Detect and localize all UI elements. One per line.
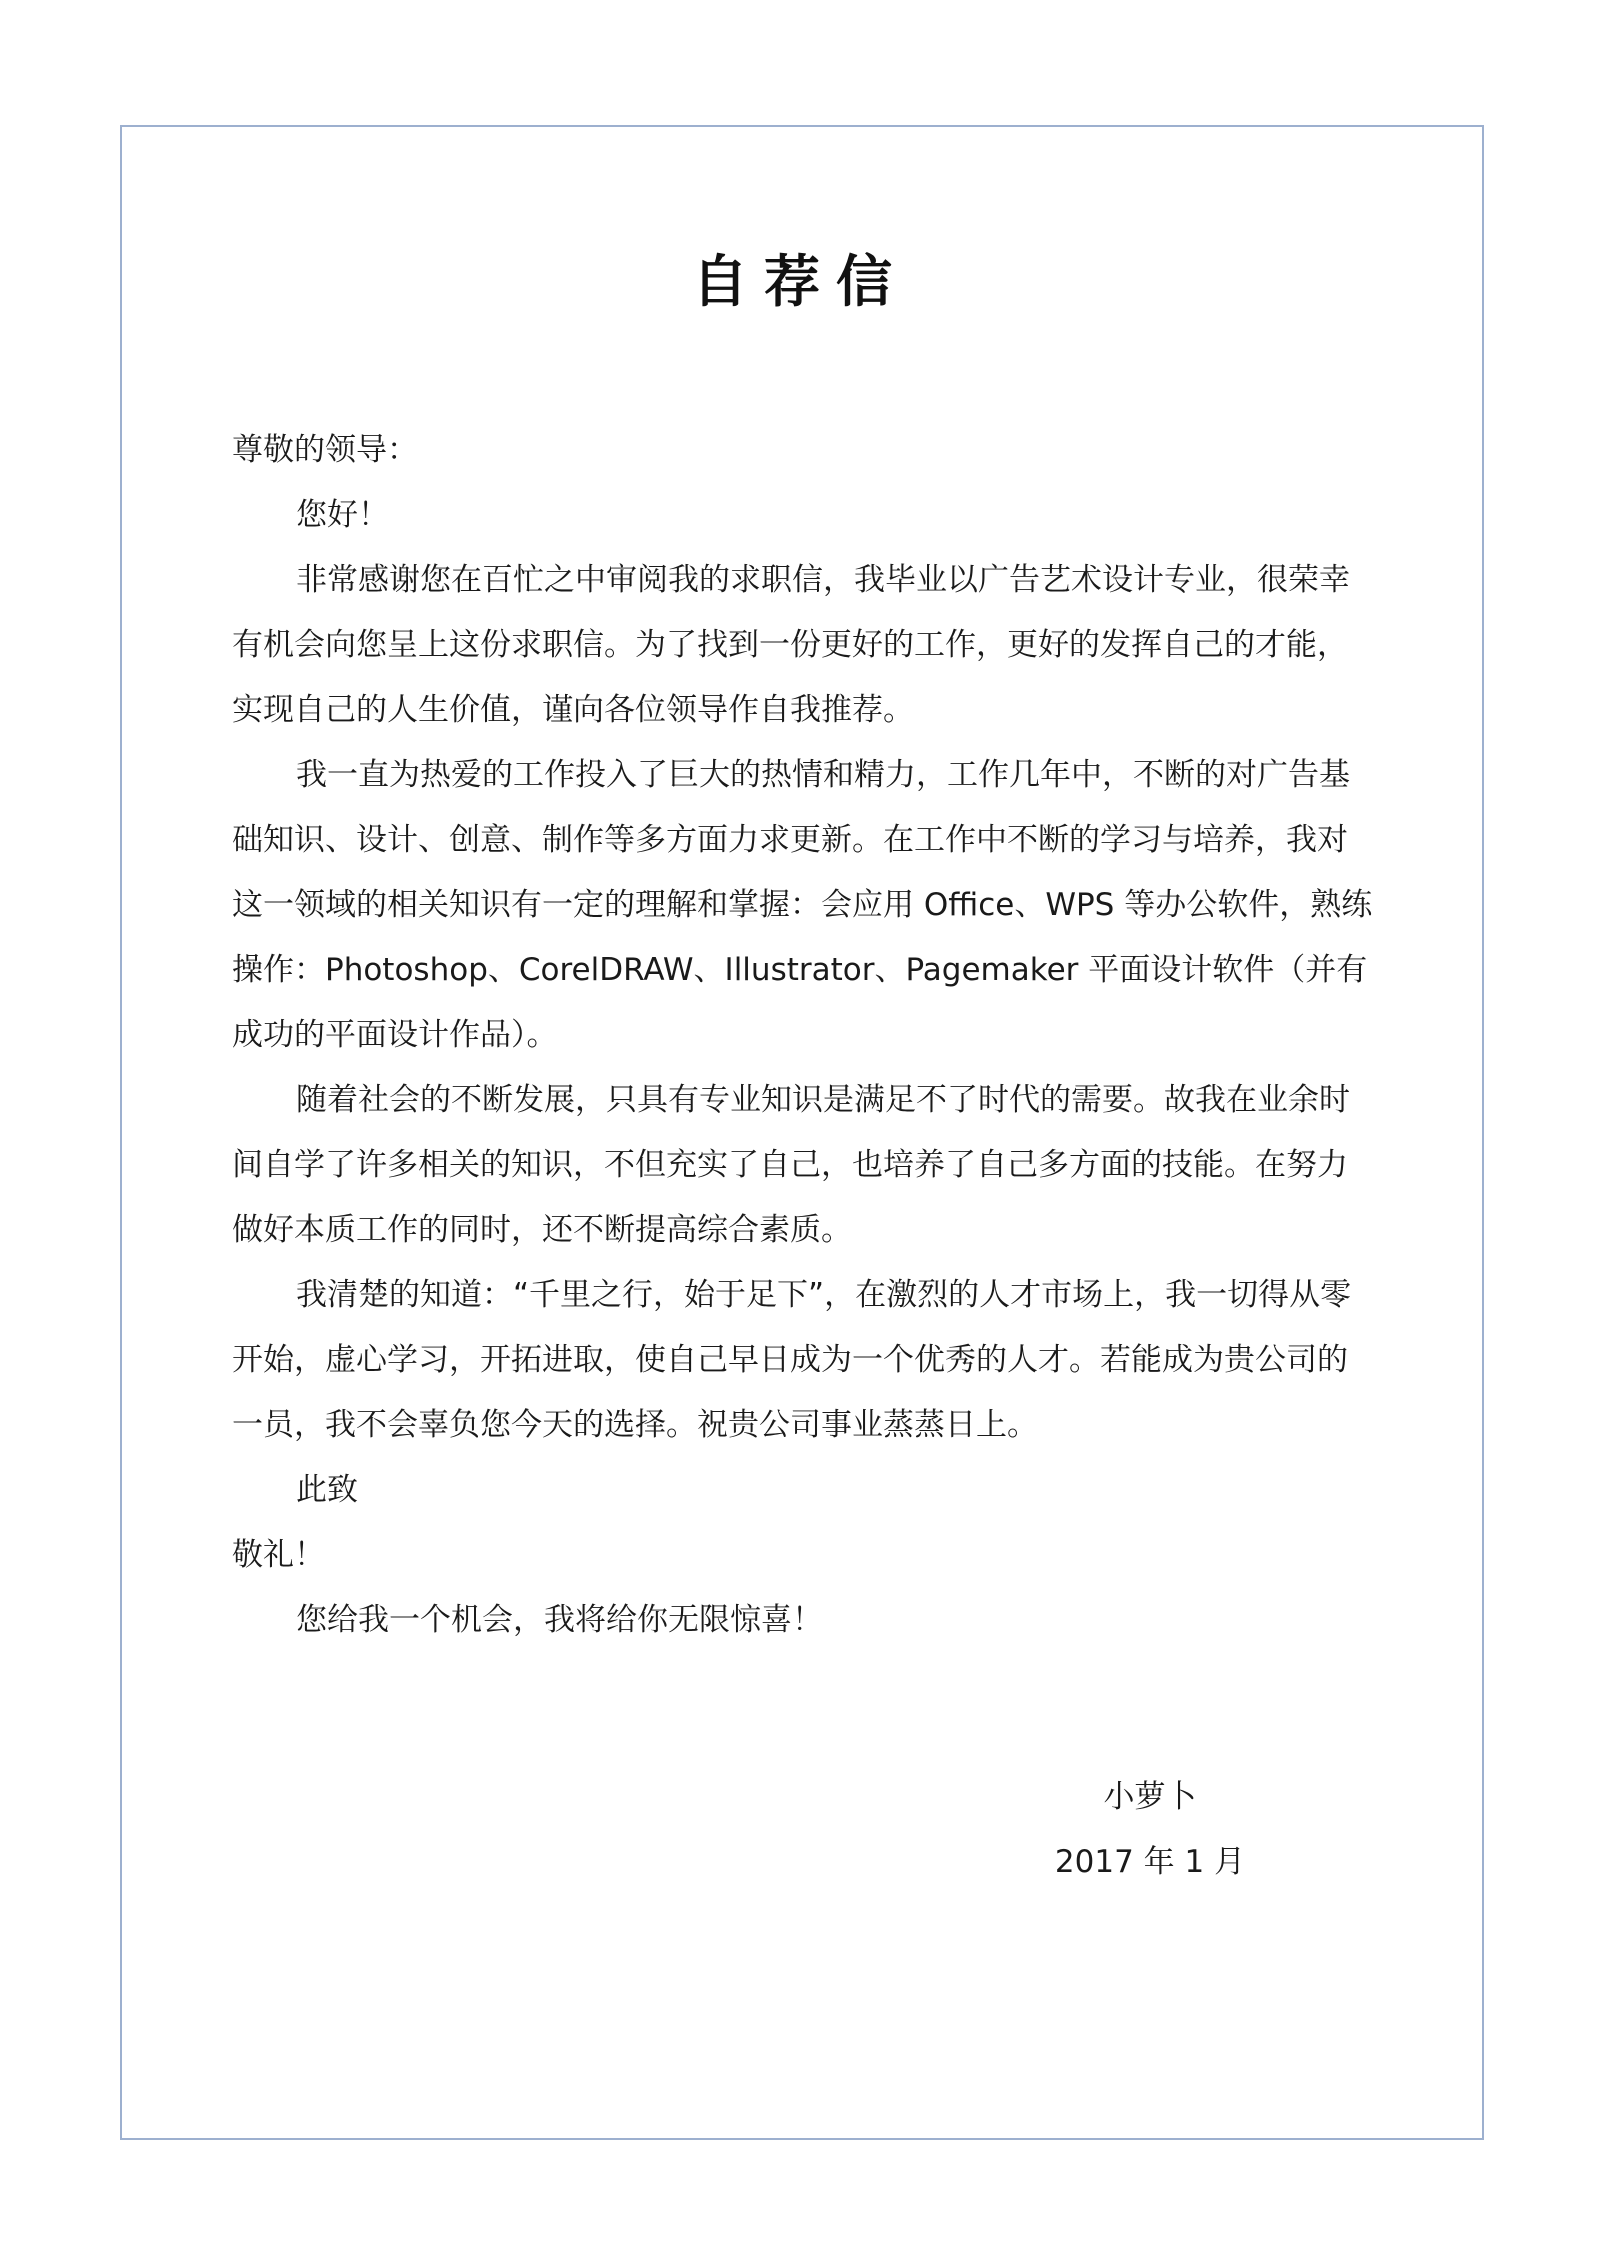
- signature-date: 2017 年 1 月: [1054, 1844, 1246, 1880]
- letter-body: [232, 418, 1378, 1653]
- signature-block: [1000, 1765, 1300, 1895]
- closing-phrase: 此致: [296, 1472, 358, 1508]
- letter-title: 自荐信: [692, 250, 908, 315]
- postscript: 您给我一个机会，我将给你无限惊喜！: [296, 1602, 823, 1638]
- body-paragraph: 我清楚的知道：“千里之行，始于足下”，在激烈的人才市场上，我一切得从零开始，虚心学习，开拓进取，使自己早日成为一个优秀的人才。若能成为贵公司的一员，我不会辜负您今天的选择。祝贵公司事业蒸蒸日上。: [232, 1277, 1352, 1443]
- regards: 敬礼！: [232, 1537, 325, 1573]
- salutation: 尊敬的领导：: [232, 432, 418, 468]
- body-paragraph: 我一直为热爱的工作投入了巨大的热情和精力，工作几年中，不断的对广告基础知识、设计、创意、制作等多方面力求更新。在工作中不断的学习与培养，我对这一领域的相关知识有一定的理解和掌握：会应用 Office、WPS 等办公软件，熟练操作：Photoshop、CorelDRAW、Illustrator、Pagemaker 平面设计软件（并有成功的平面设计作品）。: [232, 757, 1373, 1053]
- body-paragraph: 非常感谢您在百忙之中审阅我的求职信，我毕业以广告艺术设计专业，很荣幸有机会向您呈上这份求职信。为了找到一份更好的工作，更好的发挥自己的才能，实现自己的人生价值，谨向各位领导作自我推荐。: [232, 562, 1350, 728]
- greeting: 您好！: [296, 497, 389, 533]
- body-paragraph: 随着社会的不断发展，只具有专业知识是满足不了时代的需要。故我在业余时间自学了许多相关的知识，不但充实了自己，也培养了自己多方面的技能。在努力做好本质工作的同时，还不断提高综合素质。: [232, 1082, 1350, 1248]
- signature-name: 小萝卜: [1103, 1779, 1197, 1815]
